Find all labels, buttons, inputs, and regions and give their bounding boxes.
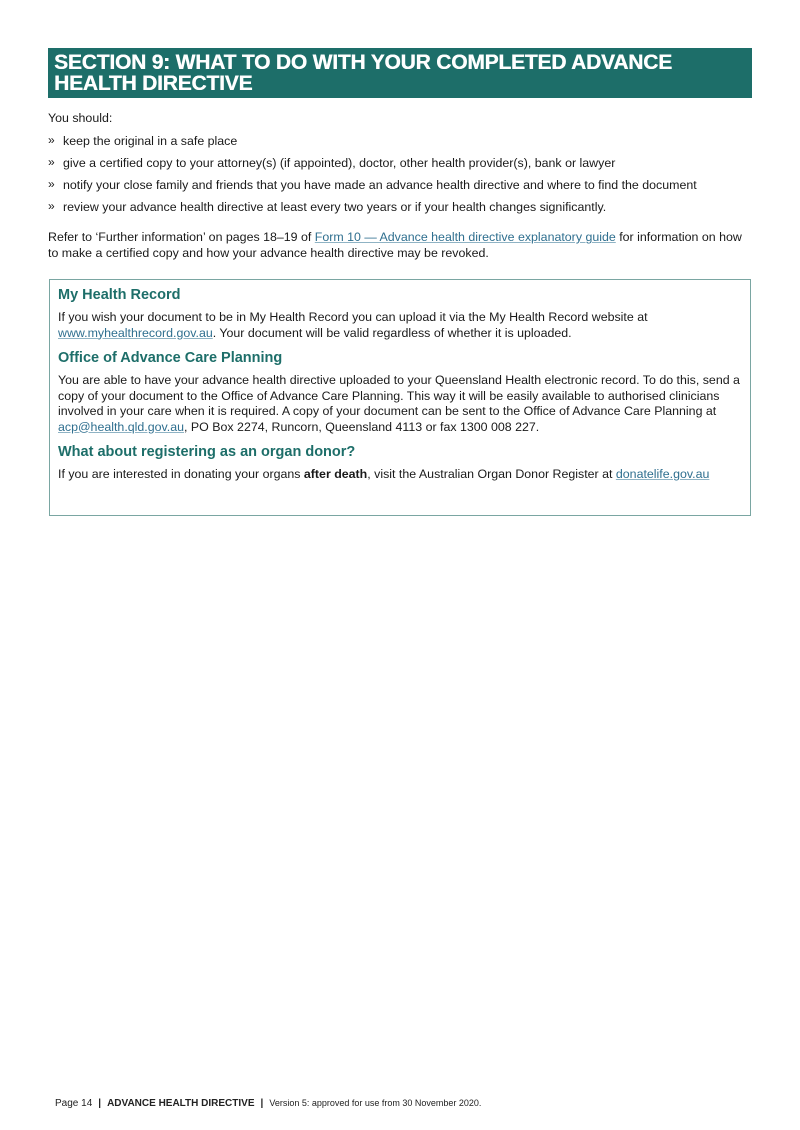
organ-donor-heading: What about registering as an organ donor?	[58, 444, 356, 460]
acp-paragraph	[58, 373, 742, 435]
organ-donor-emphasis: after death	[303, 467, 368, 481]
acp-email-link[interactable]: acp@health.qld.gov.au	[58, 419, 185, 434]
acp-text-after: , PO Box 2274, Runcorn, Queensland 4113 or fax 1300 008 227.	[184, 419, 540, 434]
my-health-record-link[interactable]: www.myhealthrecord.gov.au	[58, 325, 213, 340]
section-title: SECTION 9: WHAT TO DO WITH YOUR COMPLETED ADVANCE HEALTH DIRECTIVE	[54, 51, 672, 95]
list-item	[48, 200, 752, 216]
section-banner	[48, 48, 752, 98]
acp-text: You are able to have your advance health directive uploaded to your Queensland Health electronic record. To do this, send a copy of your document to the Office of Advance Care Planning. This way it will be easily available to authorised clinicians involved in your care when it is required. A copy of your document can be sent to the Office of Advance Care Planning at	[58, 373, 740, 418]
organ-donor-paragraph	[58, 467, 742, 483]
explanatory-guide-link[interactable]: Form 10 — Advance health directive explanatory guide	[314, 230, 616, 245]
main-content	[48, 111, 752, 261]
refer-paragraph	[48, 230, 752, 261]
document-name: ADVANCE HEALTH DIRECTIVE	[107, 1098, 255, 1109]
list-item	[48, 156, 752, 172]
bullet-marker: »	[48, 176, 55, 191]
my-health-record-text-after: . Your document will be valid regardless of whether it is uploaded.	[212, 325, 572, 340]
list-item-text: keep the original in a safe place	[63, 133, 238, 148]
donatelife-link[interactable]: donatelife.gov.au	[615, 467, 710, 481]
page-footer	[55, 1096, 481, 1111]
instruction-list	[48, 134, 752, 216]
version-info: Version 5: approved for use from 30 November 2020.	[269, 1098, 482, 1108]
list-item-text: give a certified copy to your attorney(s) (if appointed), doctor, other health provider(s), bank or lawyer	[63, 155, 616, 170]
organ-donor-text: If you are interested in donating your organs	[58, 467, 304, 481]
list-item-text: notify your close family and friends that you have made an advance health directive and where to find the document	[63, 177, 697, 192]
my-health-record-heading: My Health Record	[58, 287, 181, 303]
list-item	[48, 134, 752, 150]
bullet-marker: »	[48, 132, 55, 147]
footer-separator: |	[98, 1098, 102, 1109]
refer-text-after: for information on how to make a certified copy and how your advance health directive may be revoked.	[48, 230, 742, 260]
footer-separator: |	[260, 1098, 264, 1109]
intro-text: You should:	[48, 111, 113, 125]
bullet-marker: »	[48, 154, 55, 169]
refer-text-before: Refer to ‘Further information’ on pages 18–19 of	[48, 230, 315, 245]
list-item	[48, 178, 752, 194]
acp-heading: Office of Advance Care Planning	[58, 350, 283, 366]
my-health-record-paragraph	[58, 310, 742, 341]
list-item-text: review your advance health directive at least every two years or if your health changes significantly.	[63, 199, 607, 214]
info-box	[49, 279, 751, 516]
bullet-marker: »	[48, 198, 55, 213]
organ-donor-text-middle: , visit the Australian Organ Donor Register at	[367, 467, 616, 481]
page-number: Page 14	[55, 1098, 93, 1109]
my-health-record-text: If you wish your document to be in My Health Record you can upload it via the My Health Record website at	[58, 310, 648, 324]
